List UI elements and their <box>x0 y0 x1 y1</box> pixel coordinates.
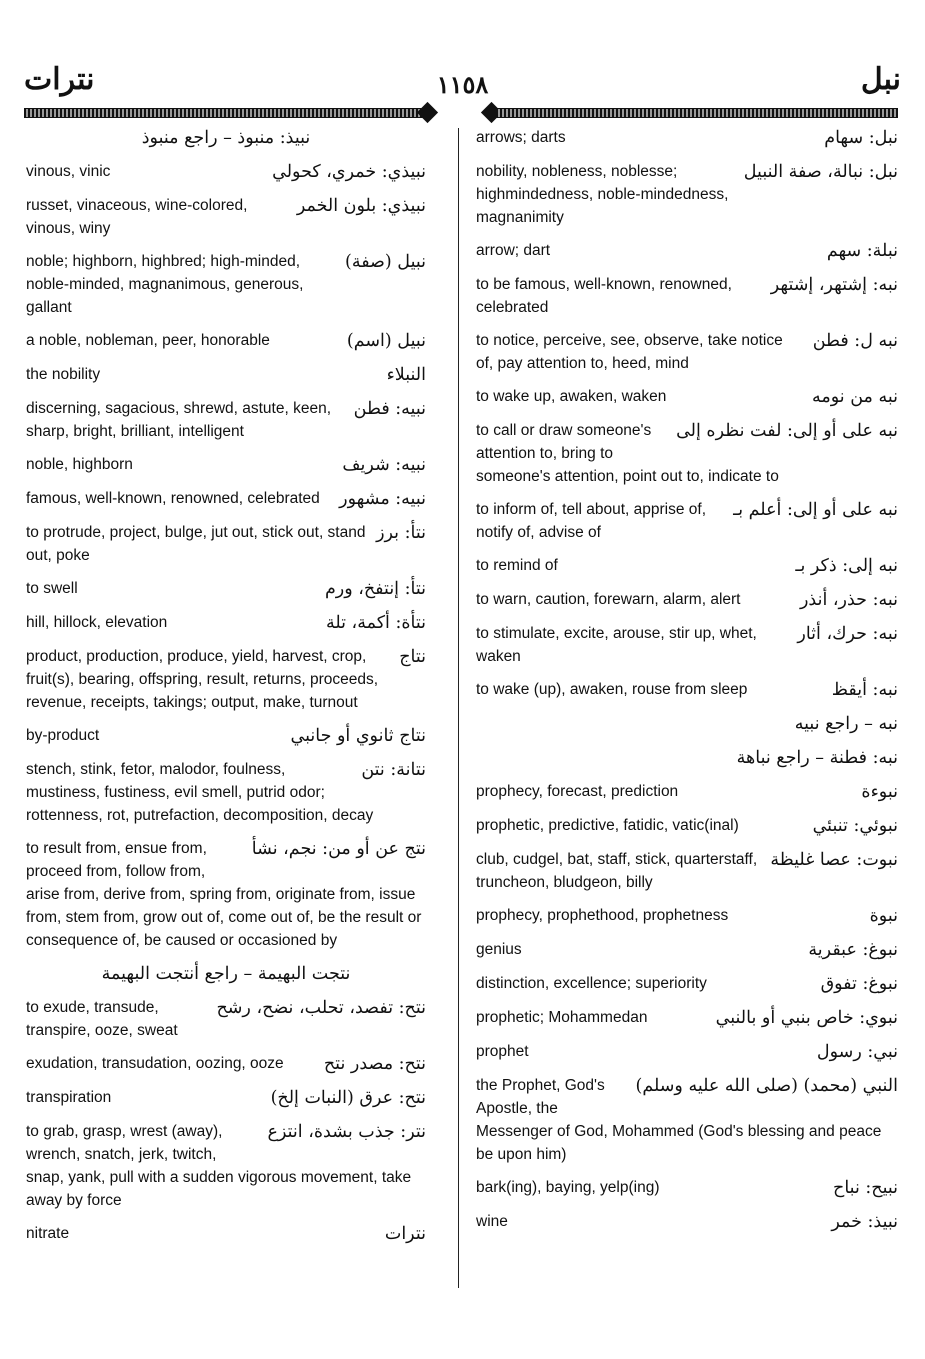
english-definition: bark(ing), baying, yelp(ing) <box>476 1179 660 1196</box>
arabic-headword: نتر: جذب بشدة، انتزع <box>267 1122 426 1142</box>
dictionary-entry <box>26 250 426 319</box>
arabic-headword: نبه ل: فطن <box>812 331 898 351</box>
dictionary-entry <box>26 160 426 184</box>
dictionary-entry <box>476 385 898 409</box>
english-definition: to notice, perceive, see, observe, take notice of, pay attention to, heed, mind <box>476 332 783 372</box>
dictionary-entry <box>26 1086 426 1110</box>
english-definition: nitrate <box>26 1225 70 1242</box>
dictionary-entry <box>26 724 426 748</box>
page-number: ١١٥٨ <box>436 70 489 99</box>
dictionary-entry <box>476 1040 898 1064</box>
arabic-headword: نتأ: برز <box>376 523 426 543</box>
dictionary-entry <box>476 239 898 263</box>
column-divider <box>458 128 459 1288</box>
dictionary-entry <box>26 577 426 601</box>
dictionary-entry <box>476 498 898 544</box>
dictionary-entry <box>26 758 426 827</box>
english-definition: to grab, grasp, wrest (away), wrench, snatch, jerk, twitch, snap, yank, pull with a sudden vigorous movement, take away by force <box>26 1123 412 1209</box>
dictionary-entry <box>26 521 426 567</box>
dictionary-entry <box>476 622 898 668</box>
arabic-headword: نبيذ: خمر <box>831 1212 898 1232</box>
dictionary-entry <box>476 972 898 996</box>
arabic-headword: نتح: مصدر نتح <box>323 1054 426 1074</box>
arabic-headword: نبيل (صفة) <box>345 252 426 272</box>
arabic-headword: نبيه: مشهور <box>339 489 426 509</box>
arabic-headword: نبيذي: خمري، كحولي <box>272 162 426 182</box>
arabic-headword: نبه على أو إلى: أعلم بـ <box>733 500 898 520</box>
dictionary-entry <box>26 487 426 511</box>
arabic-headword: نبوة <box>869 906 898 926</box>
arabic-headword: النبلاء <box>386 365 426 385</box>
arabic-headword: نبوغ: عبقرية <box>808 940 898 960</box>
dictionary-entry <box>476 814 898 838</box>
arabic-headword: نبلة: سهم <box>826 241 898 261</box>
dictionary-entry <box>476 160 898 229</box>
english-definition: prophet <box>476 1043 529 1060</box>
english-definition: to stimulate, excite, arouse, stir up, whet, waken <box>476 625 757 665</box>
english-definition: the nobility <box>26 366 101 383</box>
english-definition: genius <box>476 941 522 958</box>
dictionary-entry <box>26 126 426 150</box>
english-definition: transpiration <box>26 1089 112 1106</box>
dictionary-entry <box>26 611 426 635</box>
english-definition: famous, well-known, renowned, celebrated <box>26 490 320 507</box>
english-definition: noble; highborn, highbred; high-minded, noble-minded, magnanimous, generous, gallant <box>26 253 304 316</box>
english-definition: prophetic; Mohammedan <box>476 1009 648 1026</box>
english-definition: product, production, produce, yield, harvest, crop, fruit(s), bearing, offspring, result, returns, proceeds, revenue, receipts, takings; output, make, turnout <box>26 648 379 711</box>
arabic-headword: نبيذي: بلون الخمر <box>296 196 426 216</box>
english-definition: discerning, sagacious, shrewd, astute, keen, sharp, bright, brilliant, intelligent <box>26 400 332 440</box>
english-definition: hill, hillock, elevation <box>26 614 168 631</box>
dictionary-entry <box>26 962 426 986</box>
dictionary-entry <box>476 419 898 488</box>
dictionary-entry <box>476 1210 898 1234</box>
arabic-headword: نبه: حرك، أثار <box>797 624 898 644</box>
english-definition: wine <box>476 1213 508 1230</box>
english-definition: by-product <box>26 727 100 744</box>
arabic-headword: نتح: عرق (النبات إلخ) <box>270 1088 426 1108</box>
dictionary-entry <box>26 645 426 714</box>
english-definition: arrow; dart <box>476 242 551 259</box>
dictionary-entry <box>476 678 898 702</box>
english-definition: noble, highborn <box>26 456 133 473</box>
dictionary-entry <box>476 1176 898 1200</box>
english-definition: to exude, transude, transpire, ooze, sweat <box>26 999 178 1039</box>
dictionary-entry <box>476 1006 898 1030</box>
arabic-headword: نبه على أو إلى: لفت نظره إلى <box>676 421 898 441</box>
dictionary-entry <box>26 397 426 443</box>
arabic-headword: نبيل (اسم) <box>346 331 426 351</box>
dictionary-entry <box>476 780 898 804</box>
arabic-headword: نبوي: خاص بنبي أو بالنبي <box>715 1008 898 1028</box>
english-definition: to inform of, tell about, apprise of, notify of, advise of <box>476 501 707 541</box>
arabic-headword: نبل: نبالة، صفة النبيل <box>743 162 898 182</box>
arabic-headword: نتأ: إنتفخ، ورم <box>324 579 426 599</box>
arabic-headword: نتح: تفصد، تحلب، نضح، رشح <box>216 998 426 1018</box>
right-column <box>476 126 898 1244</box>
diamond-ornament-left <box>417 102 438 123</box>
dictionary-entry <box>26 194 426 240</box>
header-first-word: نبل <box>860 62 901 97</box>
arabic-headword: نبه: أيقظ <box>831 680 898 700</box>
dictionary-entry <box>476 554 898 578</box>
english-definition: a noble, nobleman, peer, honorable <box>26 332 270 349</box>
dictionary-entry <box>26 453 426 477</box>
arabic-headword: نتج عن أو من: نجم، نشأ <box>251 839 426 859</box>
arabic-headword: نبي: رسول <box>816 1042 898 1062</box>
arabic-headword: نبه: فطنة – راجع نباهة <box>736 748 898 768</box>
english-definition: to swell <box>26 580 78 597</box>
english-definition: exudation, transudation, oozing, ooze <box>26 1055 284 1072</box>
english-definition: arrows; darts <box>476 129 566 146</box>
english-definition: to protrude, project, bulge, jut out, stick out, stand out, poke <box>26 524 366 564</box>
english-definition: russet, vinaceous, wine-colored, vinous, winy <box>26 197 248 237</box>
arabic-headword: نبوغ: تفوق <box>820 974 898 994</box>
dictionary-entry <box>26 837 426 952</box>
english-definition: distinction, excellence; superiority <box>476 975 707 992</box>
arabic-headword: نبل: سهام <box>824 128 898 148</box>
english-definition: prophecy, prophethood, prophetness <box>476 907 729 924</box>
arabic-headword: نبه – راجع نبيه <box>794 714 898 734</box>
arabic-headword: نبه إلى: ذكر بـ <box>795 556 898 576</box>
arabic-headword: نبه من نومه <box>811 387 898 407</box>
arabic-headword: نبيه: شريف <box>342 455 426 475</box>
arabic-headword: نبوئي: تنبئي <box>812 816 898 836</box>
dictionary-entry <box>26 1052 426 1076</box>
english-definition: prophetic, predictive, fatidic, vatic(inal) <box>476 817 739 834</box>
dictionary-entry <box>476 938 898 962</box>
english-definition: to wake up, awaken, waken <box>476 388 667 405</box>
header-rule-right <box>496 108 898 118</box>
arabic-headword: نتجت البهيمة – راجع أنتجت البهيمة <box>101 964 351 984</box>
english-definition: vinous, vinic <box>26 163 111 180</box>
dictionary-entry <box>476 273 898 319</box>
header-rule-left <box>24 108 426 118</box>
arabic-headword: نتاج <box>399 647 426 667</box>
arabic-headword: نبوءة <box>861 782 898 802</box>
arabic-headword: نتانة: نتن <box>361 760 426 780</box>
arabic-headword: النبي (محمد) (صلى الله عليه وسلم) <box>635 1076 898 1096</box>
english-definition: to call or draw someone's attention to, bring to someone's attention, point out to, indicate to <box>476 422 779 485</box>
dictionary-entry <box>476 904 898 928</box>
english-definition: prophecy, forecast, prediction <box>476 783 679 800</box>
dictionary-entry <box>476 848 898 894</box>
arabic-headword: نبيذ: منبوذ – راجع منبوذ <box>141 128 311 148</box>
arabic-headword: نبيه: فطن <box>353 399 426 419</box>
english-definition: nobility, nobleness, noblesse; highmindedness, noble-mindedness, magnanimity <box>476 163 729 226</box>
english-definition: the Prophet, God's Apostle, the Messenger of God, Mohammed (God's blessing and peace be upon him) <box>476 1077 882 1163</box>
dictionary-entry <box>476 588 898 612</box>
dictionary-entry <box>476 712 898 736</box>
english-definition: to result from, ensue from, proceed from, follow from, arise from, derive from, spring from, originate from, issue from, stem from, grow out of, come out of, be the result or consequence of, be caused or occasioned by <box>26 840 422 949</box>
header-last-word: نترات <box>24 62 95 97</box>
arabic-headword: نتاج ثانوي أو جانبي <box>290 726 426 746</box>
arabic-headword: نبوت: عصا غليظة <box>770 850 898 870</box>
arabic-headword: نبه: حذر، أنذر <box>799 590 898 610</box>
dictionary-entry <box>26 1120 426 1212</box>
english-definition: to wake (up), awaken, rouse from sleep <box>476 681 748 698</box>
dictionary-entry <box>476 1074 898 1166</box>
arabic-headword: نبيح: نباح <box>833 1178 898 1198</box>
left-column <box>26 126 426 1256</box>
english-definition: to warn, caution, forewarn, alarm, alert <box>476 591 741 608</box>
dictionary-entry <box>26 363 426 387</box>
dictionary-entry <box>476 329 898 375</box>
dictionary-entry <box>26 996 426 1042</box>
arabic-headword: نترات <box>384 1224 426 1244</box>
arabic-headword: نتأة: أكمة، تلة <box>325 613 426 633</box>
dictionary-entry <box>476 746 898 770</box>
dictionary-entry <box>26 1222 426 1246</box>
english-definition: stench, stink, fetor, malodor, foulness, mustiness, fustiness, evil smell, putrid odor; rottenness, rot, putrefaction, decomposition, decay <box>26 761 374 824</box>
dictionary-entry <box>26 329 426 353</box>
english-definition: to be famous, well-known, renowned, celebrated <box>476 276 732 316</box>
english-definition: club, cudgel, bat, staff, stick, quarterstaff, truncheon, bludgeon, billy <box>476 851 758 891</box>
dictionary-entry <box>476 126 898 150</box>
english-definition: to remind of <box>476 557 558 574</box>
arabic-headword: نبه: إشتهر، إشتهر <box>770 275 898 295</box>
